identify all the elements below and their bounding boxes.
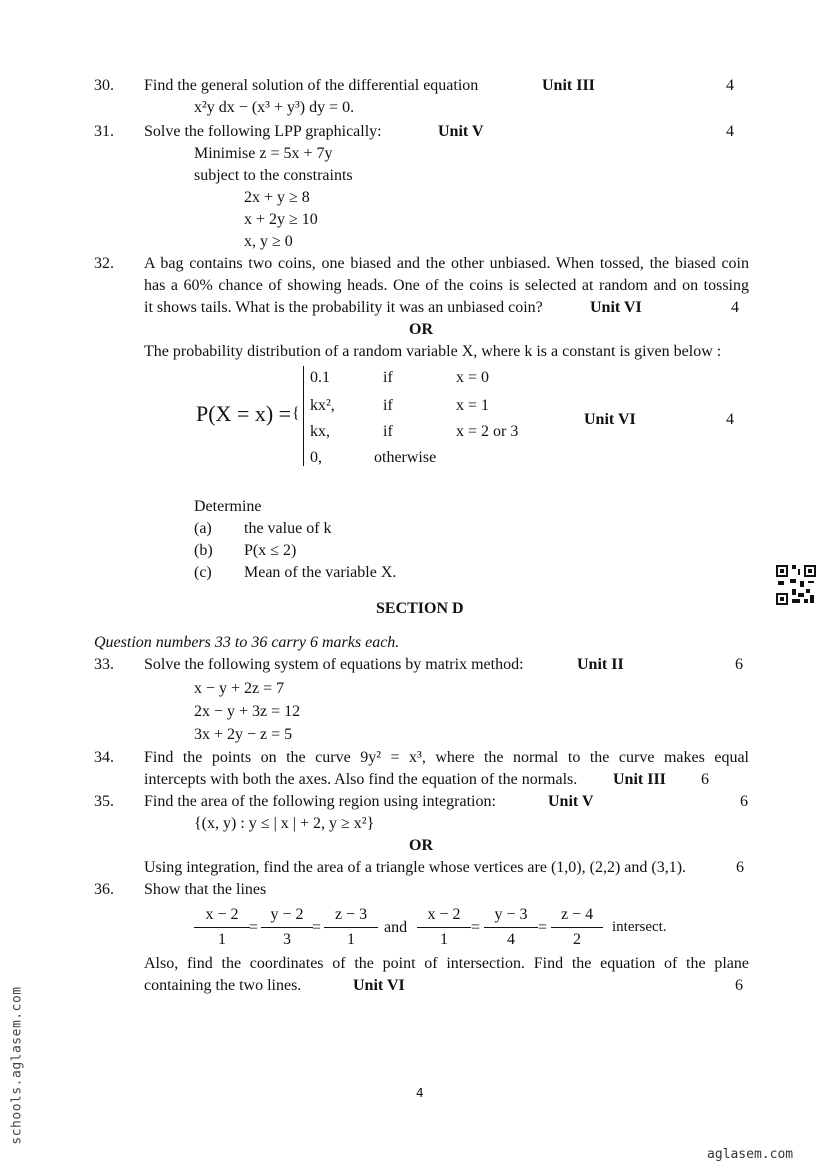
q31-constraint-1: 2x + y ≥ 8: [244, 189, 310, 206]
q31-constraint-3: x, y ≥ 0: [244, 233, 293, 250]
q32-brace: [303, 366, 304, 466]
q36-eq-sign-2: =: [312, 919, 322, 936]
q30-marks: 4: [726, 77, 734, 94]
side-watermark: schools.aglasem.com: [9, 986, 25, 1145]
q32-row-4-value: 0,: [310, 449, 322, 466]
q35-or: OR: [409, 837, 433, 854]
q33-equation-3: 3x + 2y − z = 5: [194, 726, 293, 743]
q33-text: Solve the following system of equations by matrix method:: [144, 656, 524, 673]
q32-part-b-text: P(x ≤ 2): [244, 542, 297, 559]
q32-determine: Determine: [194, 498, 262, 515]
page-number: 4: [416, 1086, 424, 1100]
q32-marks: 4: [731, 299, 739, 316]
q31-objective: Minimise z = 5x + 7y: [194, 145, 333, 162]
q32-part-c-text: Mean of the variable X.: [244, 564, 397, 581]
q35-region: {(x, y) : y ≤ | x | + 2, y ≥ x²}: [194, 815, 375, 832]
q32-row-2-x: x = 1: [456, 397, 490, 414]
q33-number: 33.: [94, 656, 114, 673]
q36-g2-den: 4: [507, 931, 515, 948]
footer-site: aglasem.com: [707, 1147, 794, 1162]
q36-f3-num: z − 3: [334, 906, 368, 923]
q36-f1-den: 1: [218, 931, 226, 948]
q34-marks: 6: [701, 771, 709, 788]
q31-text: Solve the following LPP graphically:: [144, 123, 382, 140]
q36-intersect: intersect.: [612, 919, 667, 935]
q35-text: Find the area of the following region using integration:: [144, 793, 496, 810]
q36-line2-fraction-z: [551, 907, 603, 948]
q30-number: 30.: [94, 77, 114, 94]
q32-row-1-value: 0.1: [310, 369, 330, 386]
q32-alt-unit: Unit VI: [584, 411, 636, 428]
q33-equation-2: 2x − y + 3z = 12: [194, 703, 301, 720]
q32-row-2-cond: if: [383, 397, 393, 414]
q30-equation: x²y dx − (x³ + y³) dy = 0.: [194, 99, 355, 116]
q36-line1-fraction-y: [261, 907, 313, 948]
q36-number: 36.: [94, 881, 114, 898]
q32-row-3-value: kx,: [310, 423, 330, 440]
qr-code: [776, 565, 816, 605]
q36-eq-sign-3: =: [471, 919, 481, 936]
q36-line-1: Also, find the coordinates of the point of intersection. Find the equation of the plane: [144, 955, 749, 972]
q32-part-a-text: the value of k: [244, 520, 332, 537]
q36-f3-den: 1: [347, 931, 355, 948]
q35-unit: Unit V: [548, 793, 594, 810]
q36-g2-num: y − 3: [494, 906, 528, 923]
q32-row-1-cond: if: [383, 369, 393, 386]
q36-g3-den: 2: [573, 931, 581, 948]
q32-row-4-cond: otherwise: [374, 449, 437, 466]
q31-marks: 4: [726, 123, 734, 140]
q35-marks: 6: [740, 793, 748, 810]
q35-alt: Using integration, find the area of a triangle whose vertices are (1,0), (2,2) and (3,1).: [144, 859, 687, 876]
q32-unit: Unit VI: [590, 299, 642, 316]
q32-part-c-label: (c): [194, 564, 212, 581]
q36-line1-fraction-x: [194, 907, 250, 948]
q33-unit: Unit II: [577, 656, 624, 673]
q36-marks: 6: [735, 977, 743, 994]
q36-g1-num: x − 2: [427, 906, 461, 923]
q32-row-1-x: x = 0: [456, 369, 490, 386]
q34-line-1: Find the points on the curve 9y² = x³, where the normal to the curve makes equal: [144, 749, 749, 766]
q36-text: Show that the lines: [144, 881, 267, 898]
q32-line-2: has a 60% chance of showing heads. One of the coins is selected at random and on tossing: [144, 277, 749, 294]
q35-alt-marks: 6: [736, 859, 744, 876]
q32-line-1: A bag contains two coins, one biased and the other unbiased. When tossed, the biased coin: [144, 255, 749, 272]
q32-number: 32.: [94, 255, 114, 272]
q32-part-a-label: (a): [194, 520, 212, 537]
q36-line2-fraction-x: [417, 907, 471, 948]
q31-constraints-label: subject to the constraints: [194, 167, 353, 184]
q34-line-2: intercepts with both the axes. Also find the equation of the normals.: [144, 771, 578, 788]
q36-f2-num: y − 2: [270, 906, 304, 923]
q36-and: and: [384, 919, 408, 936]
q32-line-3: it shows tails. What is the probability it was an unbiased coin?: [144, 299, 543, 316]
q36-g1-den: 1: [440, 931, 448, 948]
q36-g3-num: z − 4: [560, 906, 594, 923]
q34-number: 34.: [94, 749, 114, 766]
q31-constraint-2: x + 2y ≥ 10: [244, 211, 318, 228]
q36-line-2: containing the two lines.: [144, 977, 302, 994]
q32-part-b-label: (b): [194, 542, 213, 559]
q34-unit: Unit III: [613, 771, 666, 788]
q30-unit: Unit III: [542, 77, 595, 94]
q32-or: OR: [409, 321, 433, 338]
q36-unit: Unit VI: [353, 977, 405, 994]
section-d-note: Question numbers 33 to 36 carry 6 marks each.: [94, 634, 400, 651]
q32-alt-marks: 4: [726, 411, 734, 428]
q36-eq-sign-1: =: [249, 919, 259, 936]
q36-f1-num: x − 2: [205, 906, 239, 923]
q31-number: 31.: [94, 123, 114, 140]
q33-equation-1: x − y + 2z = 7: [194, 680, 285, 697]
q31-unit: Unit V: [438, 123, 484, 140]
q36-eq-sign-4: =: [538, 919, 548, 936]
q30-text: Find the general solution of the differential equation: [144, 77, 479, 94]
q32-brace-tip: {: [292, 405, 300, 422]
q36-line1-fraction-z: [324, 907, 378, 948]
q32-row-3-x: x = 2 or 3: [456, 423, 519, 440]
section-d-title: SECTION D: [376, 600, 464, 617]
q32-distribution-lhs: P(X = x) =: [196, 401, 292, 426]
q36-line2-fraction-y: [484, 907, 538, 948]
q32-alt-intro: The probability distribution of a random variable X, where k is a constant is given below :: [144, 343, 722, 360]
q32-row-2-value: kx²,: [310, 397, 335, 414]
q32-row-3-cond: if: [383, 423, 393, 440]
q33-marks: 6: [735, 656, 743, 673]
q35-number: 35.: [94, 793, 114, 810]
q36-f2-den: 3: [283, 931, 291, 948]
